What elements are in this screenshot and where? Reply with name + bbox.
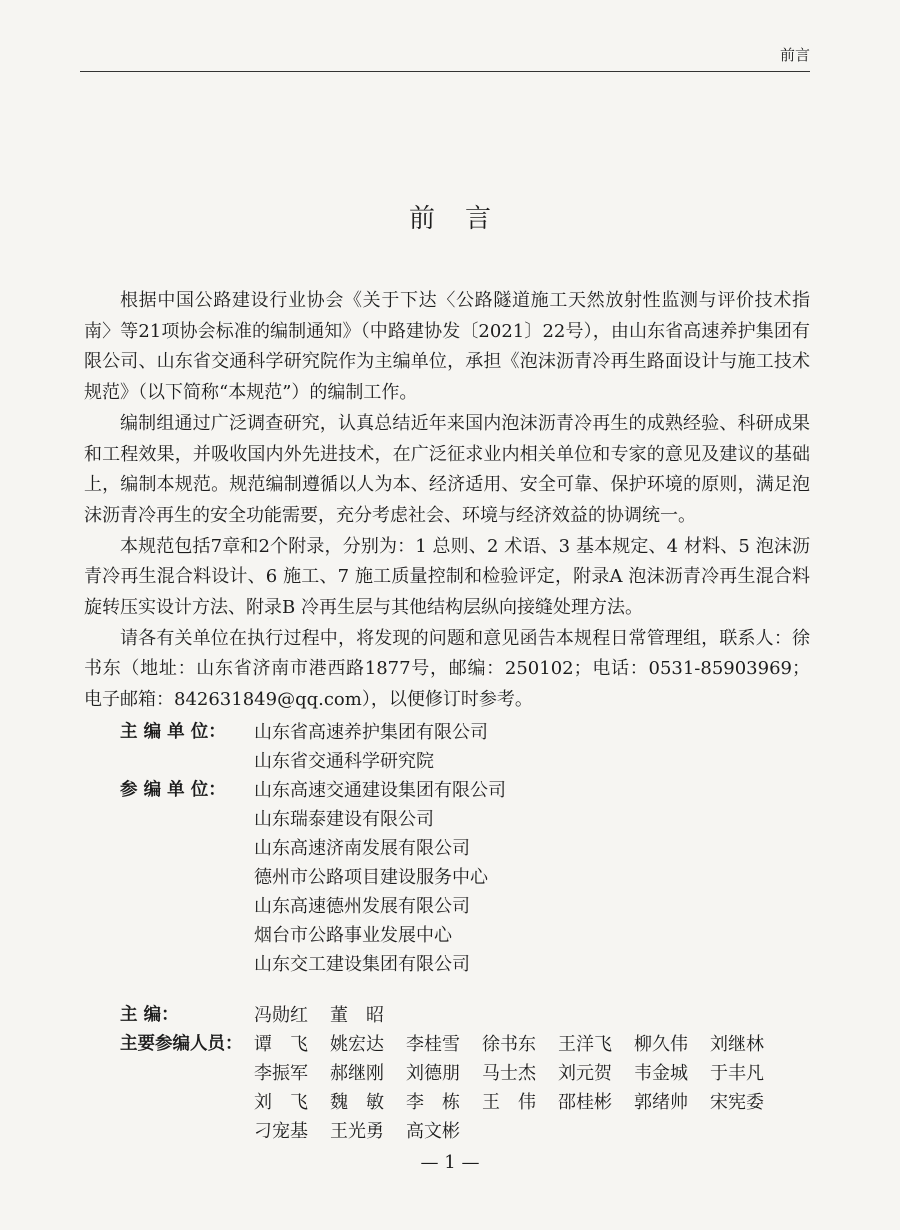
header-rule [80,71,810,72]
person-name: 刁宠基 [254,1121,308,1142]
person-name: 刘元贺 [558,1063,612,1084]
participating-unit: 山东交工建设集团有限公司 [254,954,470,975]
person-name: 刘继林 [710,1034,764,1055]
person-name: 王光勇 [330,1121,384,1142]
page-title: 前言 [408,204,521,234]
person-name: 于丰凡 [710,1063,764,1084]
person-name: 徐书东 [482,1034,536,1055]
person-name: 郝继刚 [330,1063,384,1084]
chief-editor-row [120,1001,810,1030]
participating-unit: 山东高速济南发展有限公司 [254,838,470,859]
paragraph: 根据中国公路建设行业协会《关于下达〈公路隧道施工天然放射性监测与评价技术指南〉等21项协会标准的编制通知》（中路建协发〔2021〕22号），由山东省高速养护集团有限公司、山东省交通科学研究院作为主编单位，承担《泡沫沥青冷再生路面设计与施工技术规范》（以下简称“本规范”）的编制工作。 [84,290,810,404]
participating-unit-row [120,776,810,805]
person-name: 刘 飞 [254,1092,308,1113]
main-participants [254,1030,810,1146]
participating-unit: 烟台市公路事业发展中心 [254,925,452,946]
person-name: 刘德朋 [406,1063,460,1084]
credits-block [120,718,810,1146]
paragraph: 本规范包括7章和2个附录，分别为：1 总则、2 术语、3 基本规定、4 材料、5 泡沫沥青冷再生混合料设计、6 施工、7 施工质量控制和检验评定，附录A 泡沫沥青冷再生混合料旋转压实设计方法、附录B 冷再生层与其他结构层纵向接缝处理方法。 [84,535,810,619]
person-name: 李 栋 [406,1092,460,1113]
person-name: 郭绪帅 [634,1092,688,1113]
person-name: 王洋飞 [558,1034,612,1055]
page-number: — 1 — [420,1152,480,1173]
person-name: 宋宪委 [710,1092,764,1113]
main-participants-row [120,1030,810,1146]
chief-unit-row [120,747,810,776]
chief-unit: 山东省交通科学研究院 [254,751,434,772]
person-name: 王 伟 [482,1092,536,1113]
person-name: 高文彬 [406,1121,460,1142]
chief-editors-label: 主 编： [120,1005,179,1025]
person-name: 董 昭 [330,1005,384,1026]
person-name: 李桂雪 [406,1034,460,1055]
participating-unit: 山东瑞泰建设有限公司 [254,809,434,830]
person-name: 李振军 [254,1063,308,1084]
chief-editors [254,1001,810,1030]
participating-unit: 山东高速德州发展有限公司 [254,896,470,917]
person-name: 韦金城 [634,1063,688,1084]
preface-body [84,286,810,716]
chief-units-label: 主 编 单 位： [120,722,226,742]
person-name: 邵桂彬 [558,1092,612,1113]
running-header: 前言 [779,46,810,64]
chief-unit-row [120,718,810,747]
paragraph: 请各有关单位在执行过程中，将发现的问题和意见函告本规程日常管理组，联系人：徐书东（地址：山东省济南市港西路1877号，邮编：250102；电话：0531-85903969；电子邮箱：842631849@qq.com），以便修订时参考。 [84,627,810,711]
main-participants-label: 主要参编人员： [120,1034,243,1054]
person-name: 魏 敏 [330,1092,384,1113]
person-name: 冯勋红 [254,1005,308,1026]
participating-units-label: 参 编 单 位： [120,780,226,800]
person-name: 姚宏达 [330,1034,384,1055]
participating-unit: 德州市公路项目建设服务中心 [254,867,488,888]
participating-unit: 山东高速交通建设集团有限公司 [254,780,506,801]
person-name: 马士杰 [482,1063,536,1084]
paragraph: 编制组通过广泛调查研究，认真总结近年来国内泡沫沥青冷再生的成熟经验、科研成果和工程效果，并吸收国内外先进技术，在广泛征求业内相关单位和专家的意见及建议的基础上，编制本规范。规范编制遵循以人为本、经济适用、安全可靠、保护环境的原则，满足泡沫沥青冷再生的安全功能需要，充分考虑社会、环境与经济效益的协调统一。 [84,412,810,526]
chief-unit: 山东省高速养护集团有限公司 [254,722,488,743]
person-name: 柳久伟 [634,1034,688,1055]
person-name: 谭 飞 [254,1034,308,1055]
